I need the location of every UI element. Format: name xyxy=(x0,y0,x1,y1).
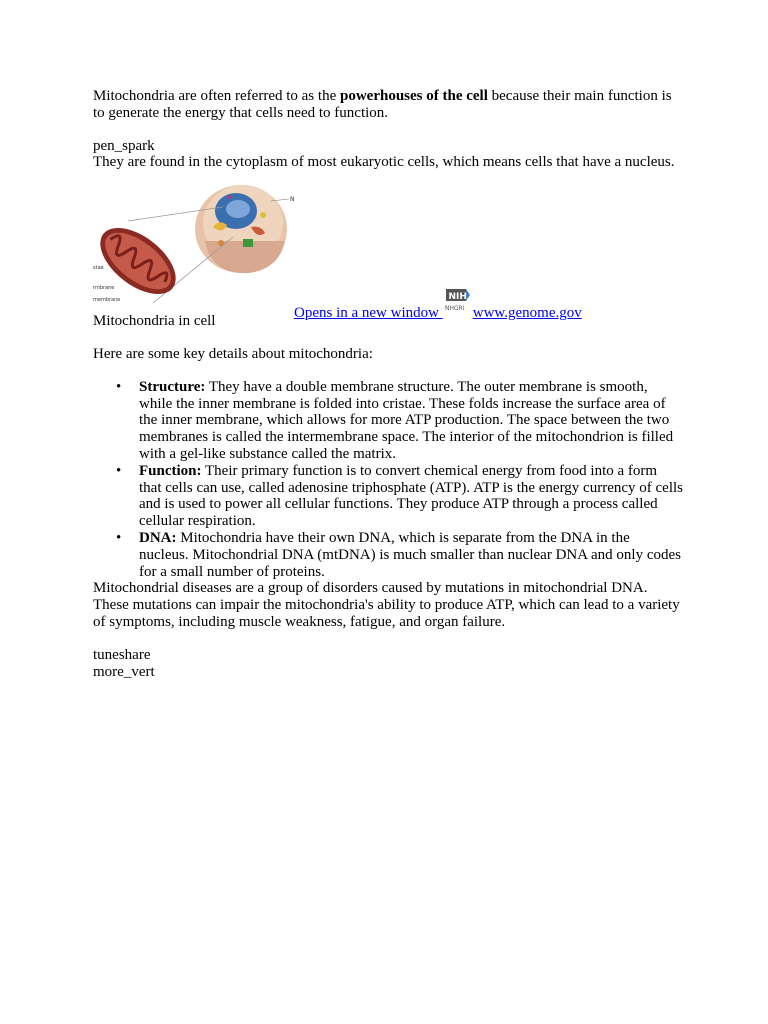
details-intro: Here are some key details about mitochondria: xyxy=(93,345,373,362)
nih-logo-icon xyxy=(444,289,472,313)
label-n: N xyxy=(290,196,295,204)
figure-caption: Mitochondria in cell xyxy=(93,313,216,330)
location-paragraph: They are found in the cytoplasm of most eukaryotic cells, which means cells that have a nucleus. xyxy=(93,154,675,171)
genome-gov-link[interactable]: www.genome.gov xyxy=(472,305,582,322)
intro-text-before: Mitochondria are often referred to as the xyxy=(93,88,340,104)
list-item-text: They have a double membrane structure. The outer membrane is smooth, while the inner membrane is folded into cristae. These folds increase the surface area of the inner membrane, which allows for more ATP production. The space between the two membranes is called the intermembrane space. The interior of the mitochondrion is filled with a gel-like substance called the matrix. xyxy=(139,378,674,462)
label-membrane: membrane xyxy=(93,297,121,304)
opens-new-window-link[interactable]: Opens in a new window xyxy=(294,305,443,322)
list-item-term: Structure: xyxy=(139,378,206,395)
tuneshare-icon-text[interactable]: tuneshare xyxy=(93,646,151,663)
mitochondrion-shape xyxy=(93,215,187,307)
svg-text:NIH: NIH xyxy=(448,292,467,303)
label-rmbrane: rmbrane xyxy=(93,285,115,292)
list-item xyxy=(139,530,683,580)
list-item-term: Function: xyxy=(139,462,202,479)
list-item xyxy=(139,463,683,530)
details-list xyxy=(93,379,683,581)
more-vert-icon-text[interactable]: more_vert xyxy=(93,663,155,680)
figure-links xyxy=(294,292,582,322)
label-stae: stae xyxy=(93,265,104,272)
diseases-paragraph: Mitochondrial diseases are a group of disorders caused by mutations in mitochondrial DNA. These mutations can impair the mitochondria's ability to produce ATP, which can lead to a variety of symptoms, including muscle weakness, fatigue, and organ failure. xyxy=(93,580,680,630)
list-item-text: Their primary function is to convert chemical energy from food into a form that cells can use, called adenosine triphosphate (ATP). ATP is the energy currency of cells and is used to power all cellular functions. They produce ATP through a process called cellular respiration. xyxy=(139,462,683,530)
intro-bold-text: powerhouses of the cell xyxy=(339,88,488,104)
intro-paragraph xyxy=(93,88,683,122)
pen-spark-icon-text[interactable]: pen_spark xyxy=(93,137,155,154)
list-item-term: DNA: xyxy=(139,529,177,546)
document-page xyxy=(93,88,683,680)
svg-text:NHGRI: NHGRI xyxy=(444,305,465,313)
list-item xyxy=(139,379,683,463)
mitochondria-cell-image[interactable] xyxy=(93,171,298,311)
list-item-text: Mitochondria have their own DNA, which is separate from the DNA in the nucleus. Mitochondrial DNA (mtDNA) is much smaller than nuclear DNA and only codes for a small number of proteins. xyxy=(139,529,681,580)
intro-text-after: because their main function is to generate the energy that cells need to function. xyxy=(93,88,672,121)
